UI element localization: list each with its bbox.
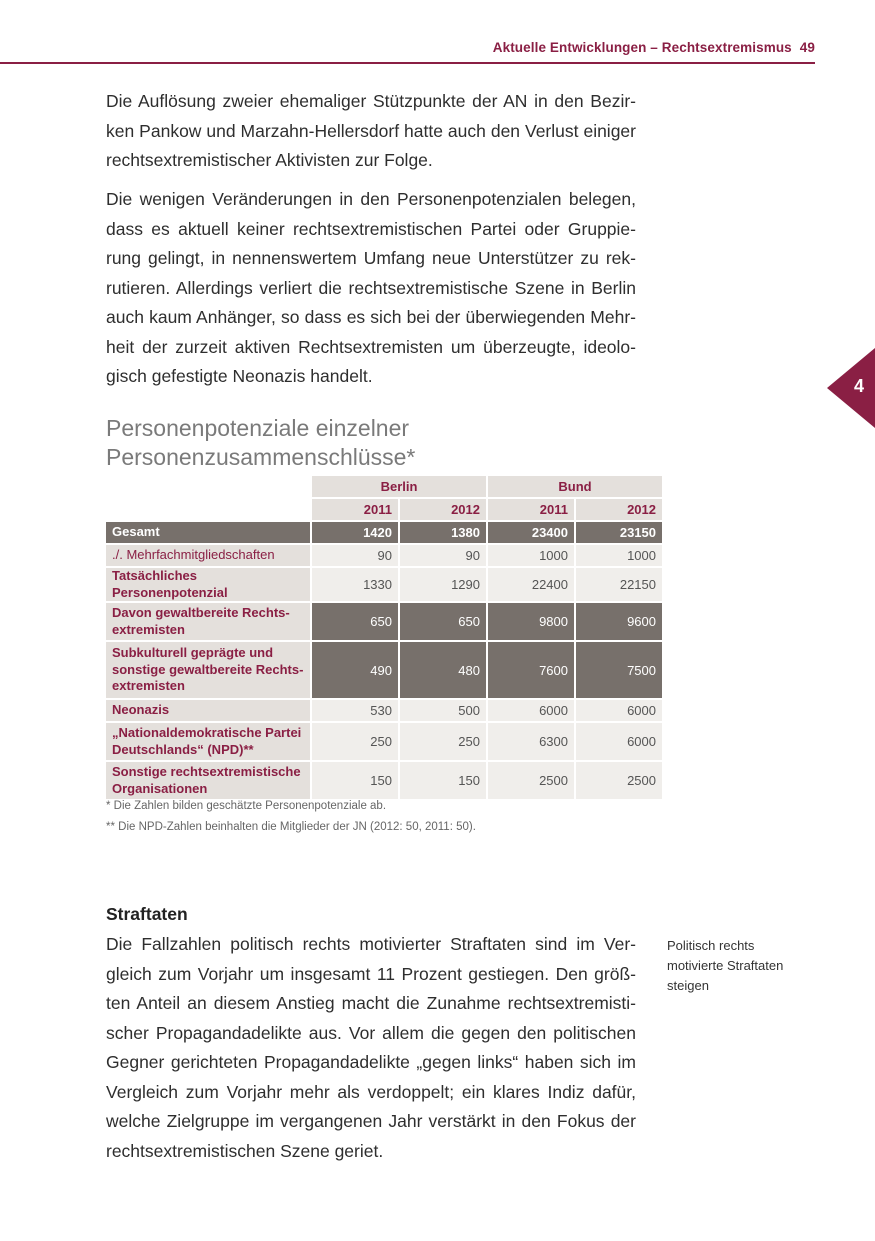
year-header: 2012 [576, 499, 662, 520]
table-group-header-row [106, 476, 662, 497]
table-cell: 1330 [312, 568, 398, 601]
table-row [106, 723, 662, 760]
table-cell: 480 [400, 642, 486, 698]
table-cell: 6000 [488, 700, 574, 721]
table-year-header-row [106, 499, 662, 520]
paragraph-1: Die Auflösung zweier ehemaliger Stützpunkte der AN in den Bezirken Pankow und Marzahn-Hellersdorf hatte auch den Verlust einiger rechtsextremistischer Aktivisten zur Folge. [106, 91, 636, 170]
table-cell: 9600 [576, 603, 662, 640]
table-cell: 1420 [312, 522, 398, 543]
table-cell: 7500 [576, 642, 662, 698]
table-cell: 90 [312, 545, 398, 566]
table-cell: 2500 [488, 762, 574, 799]
table-cell: 7600 [488, 642, 574, 698]
table-cell: 9800 [488, 603, 574, 640]
footnote-2: ** Die NPD-Zahlen beinhalten die Mitglieder der JN (2012: 50, 2011: 50). [106, 821, 476, 833]
page-header [0, 36, 815, 64]
header-title: Aktuelle Entwicklungen – Rechtsextremismus [492, 40, 792, 55]
table-cell: 1380 [400, 522, 486, 543]
table-cell: 90 [400, 545, 486, 566]
table-cell: 2500 [576, 762, 662, 799]
row-label: „Nationaldemokratische Partei Deutschlands“ (NPD)** [106, 723, 310, 760]
chapter-tab-shape [827, 348, 875, 428]
table-cell: 22150 [576, 568, 662, 601]
personenpotenziale-table [104, 474, 664, 801]
table-cell: 650 [312, 603, 398, 640]
table-row [106, 603, 662, 640]
table-cell: 23400 [488, 522, 574, 543]
table-row [106, 700, 662, 721]
group-header-bund: Bund [488, 476, 662, 497]
table-row [106, 762, 662, 799]
table-cell: 250 [400, 723, 486, 760]
table-row [106, 545, 662, 566]
table-cell: 530 [312, 700, 398, 721]
table-row [106, 568, 662, 601]
chapter-tab [827, 348, 875, 428]
table-cell: 6300 [488, 723, 574, 760]
table-cell: 6000 [576, 723, 662, 760]
section-body: Die Fallzahlen politisch rechts motivierter Straftaten sind im Vergleich zum Vorjahr um insgesamt 11 Prozent gestiegen. Den größten Anteil an diesem Anstieg macht die Zunahme rechtsextremistischer Propagandadelikte aus. Vor allem die gegen den politischen Gegner gerichteten Propagandadelikte „gegen links“ haben sich im Vergleich zum Vorjahr mehr als verdoppelt; ein klares Indiz dafür, welche Zielgruppe im vergangenen Jahr verstärkt in den Fokus der rechtsextremistischen Szene geriet. [106, 934, 636, 1161]
table-cell: 500 [400, 700, 486, 721]
year-header: 2011 [488, 499, 574, 520]
chapter-number: 4 [853, 376, 864, 396]
page-number: 49 [799, 40, 815, 55]
table-cell: 23150 [576, 522, 662, 543]
table-cell: 250 [312, 723, 398, 760]
group-header-berlin: Berlin [312, 476, 486, 497]
row-label: Davon gewaltbereite Rechtsextremisten [106, 603, 310, 640]
section-heading: Straftaten [106, 904, 188, 924]
table-cell: 1000 [488, 545, 574, 566]
table-title-line-1: Personenpotenziale einzelner [106, 415, 410, 441]
year-header: 2011 [312, 499, 398, 520]
row-label: Neonazis [106, 700, 310, 721]
year-header: 2012 [400, 499, 486, 520]
table-cell: 1000 [576, 545, 662, 566]
table-cell: 1290 [400, 568, 486, 601]
running-header [493, 40, 815, 55]
table-title-line-2: Personenzusammenschlüsse* [106, 444, 416, 470]
table-cell: 150 [312, 762, 398, 799]
table-cell: 22400 [488, 568, 574, 601]
table-cell: 6000 [576, 700, 662, 721]
margin-note: Politisch rechts motivierte Straftaten steigen [667, 938, 784, 993]
table-row [106, 522, 662, 543]
row-label: ./. Mehrfachmitgliedschaften [106, 545, 310, 566]
table-cell: 650 [400, 603, 486, 640]
row-label: Subkulturell geprägte und sonstige gewaltbereite Rechtsextremisten [106, 642, 310, 698]
table-title [106, 414, 626, 472]
footnote-1: * Die Zahlen bilden geschätzte Personenpotenziale ab. [106, 800, 387, 812]
row-label: Sonstige rechtsextremistische Organisationen [106, 762, 310, 799]
table-cell: 490 [312, 642, 398, 698]
table-row [106, 642, 662, 698]
paragraph-2: Die wenigen Veränderungen in den Personenpotenzialen belegen, dass es aktuell keiner rechtsextremistischen Partei oder Gruppierung gelingt, in nennenswertem Umfang neue Unterstützer zu rekrutieren. Allerdings verliert die rechtsextremistische Szene in Berlin auch kaum Anhänger, so dass es sich bei der überwiegenden Mehrheit der zurzeit aktiven Rechtsextremisten um überzeugte, ideologisch gefestigte Neonazis handelt. [106, 189, 636, 386]
row-label: Tatsächliches Personenpotenzial [106, 568, 310, 601]
table-cell: 150 [400, 762, 486, 799]
row-label: Gesamt [106, 522, 310, 543]
